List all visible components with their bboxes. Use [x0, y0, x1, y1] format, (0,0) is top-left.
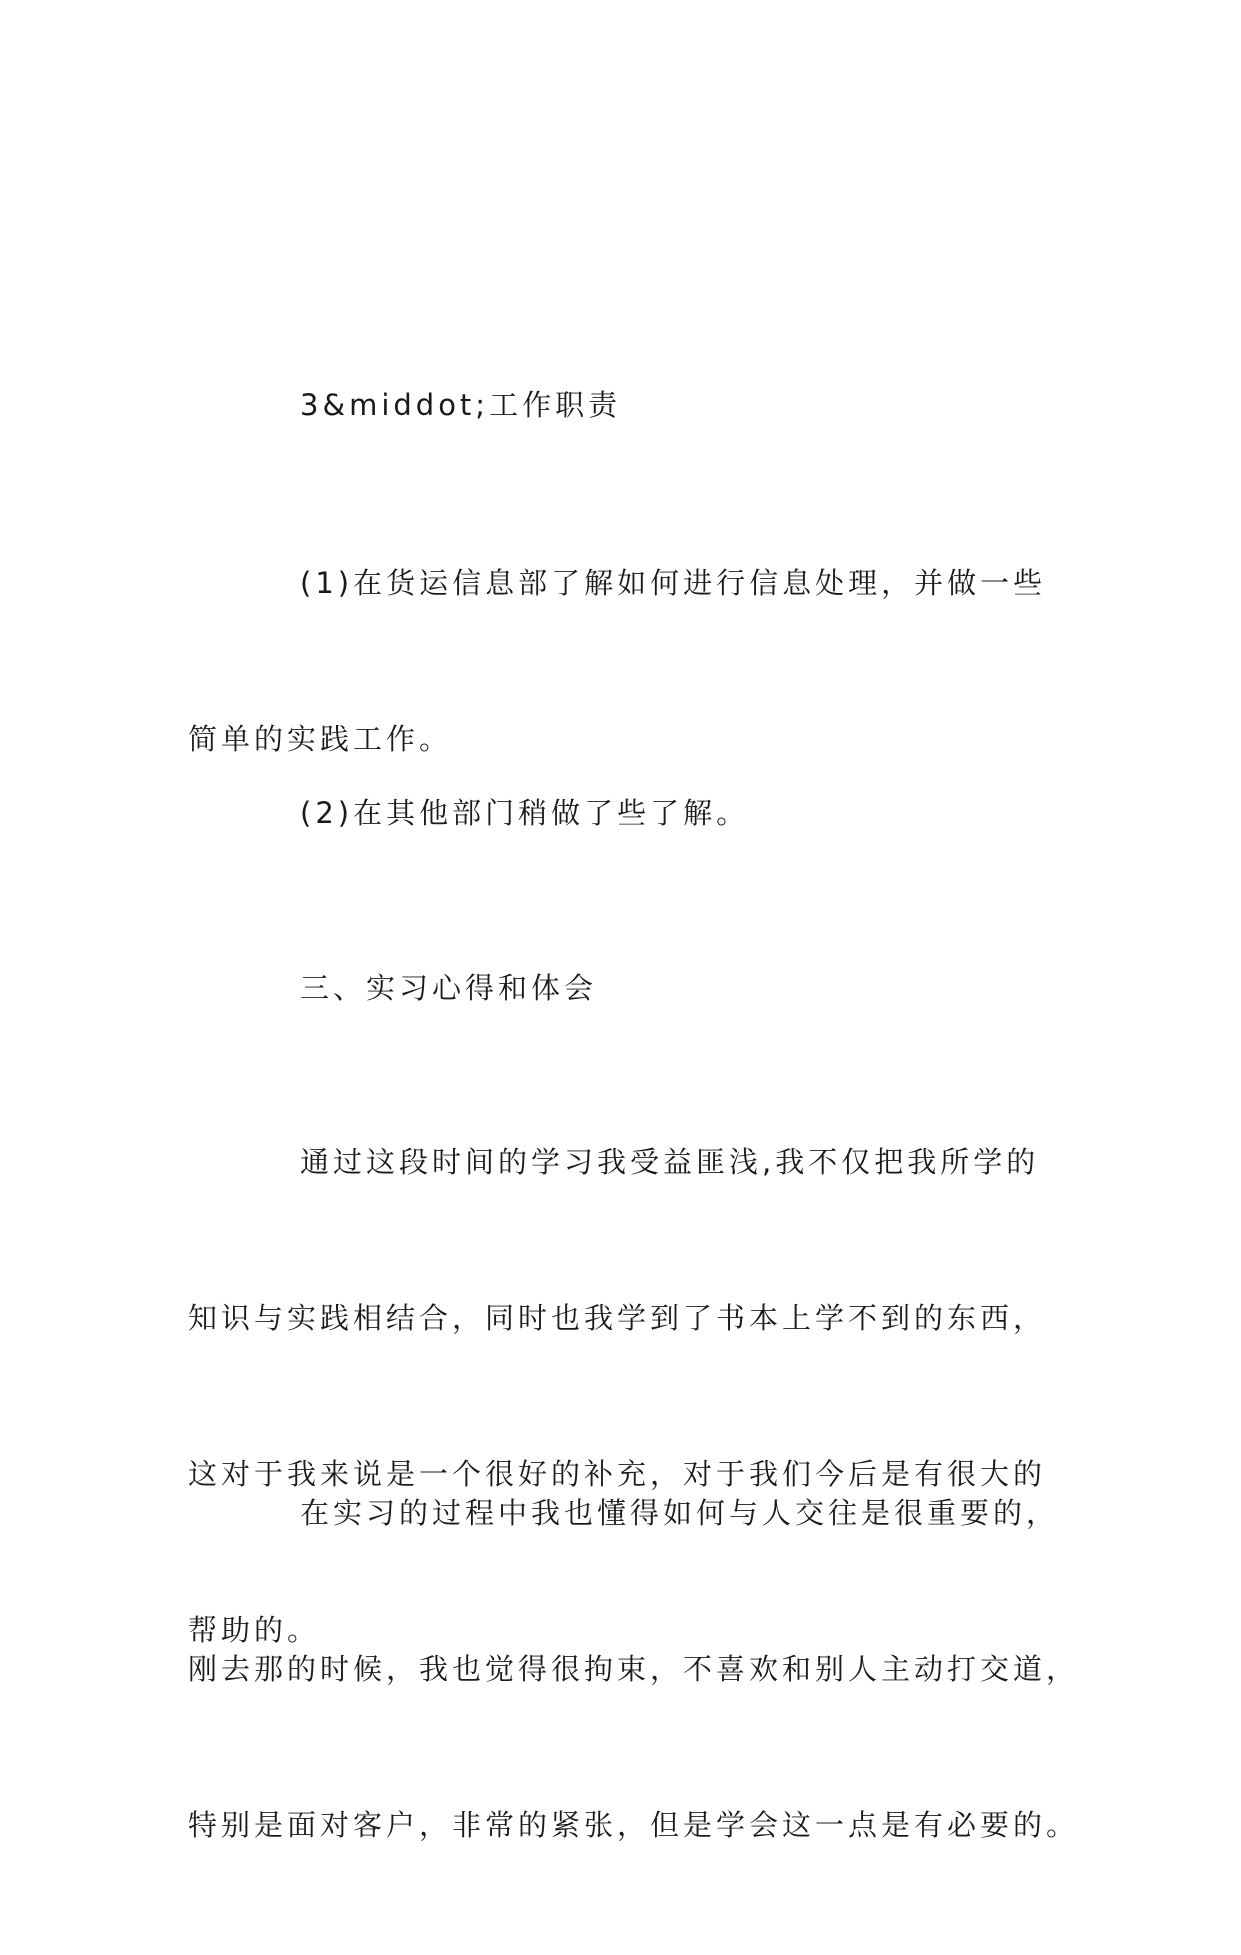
paragraph-line: 特别是面对客户，非常的紧张，但是学会这一点是有必要的。	[188, 1808, 1080, 1842]
paragraph-body-2	[188, 1383, 1080, 1955]
paragraph-line: (1)在货运信息部了解如何进行信息处理，并做一些	[300, 566, 1047, 600]
paragraph-line: 简单的实践工作。	[188, 722, 453, 756]
section-heading-text: 三、实习心得和体会	[300, 971, 598, 1005]
paragraph-line: 知识与实践相结合，同时也我学到了书本上学不到的东西，	[188, 1301, 1047, 1335]
paragraph-line: 这对于我来说是一个很好的补充，对于我们今后是有很大的	[188, 1457, 1047, 1491]
paragraph-line: 在实习的过程中我也懂得如何与人交往是很重要的，	[300, 1496, 1060, 1530]
paragraph-line: 通过这段时间的学习我受益匪浅,我不仅把我所学的	[300, 1145, 1040, 1179]
subheading-text: 3&middot;工作职责	[300, 388, 622, 422]
paragraph-line: 帮助的。	[188, 1613, 321, 1647]
paragraph-line: (2)在其他部门稍做了些了解。	[300, 796, 750, 830]
paragraph-line: 刚去那的时候，我也觉得很拘束，不喜欢和别人主动打交道，	[188, 1652, 1080, 1686]
